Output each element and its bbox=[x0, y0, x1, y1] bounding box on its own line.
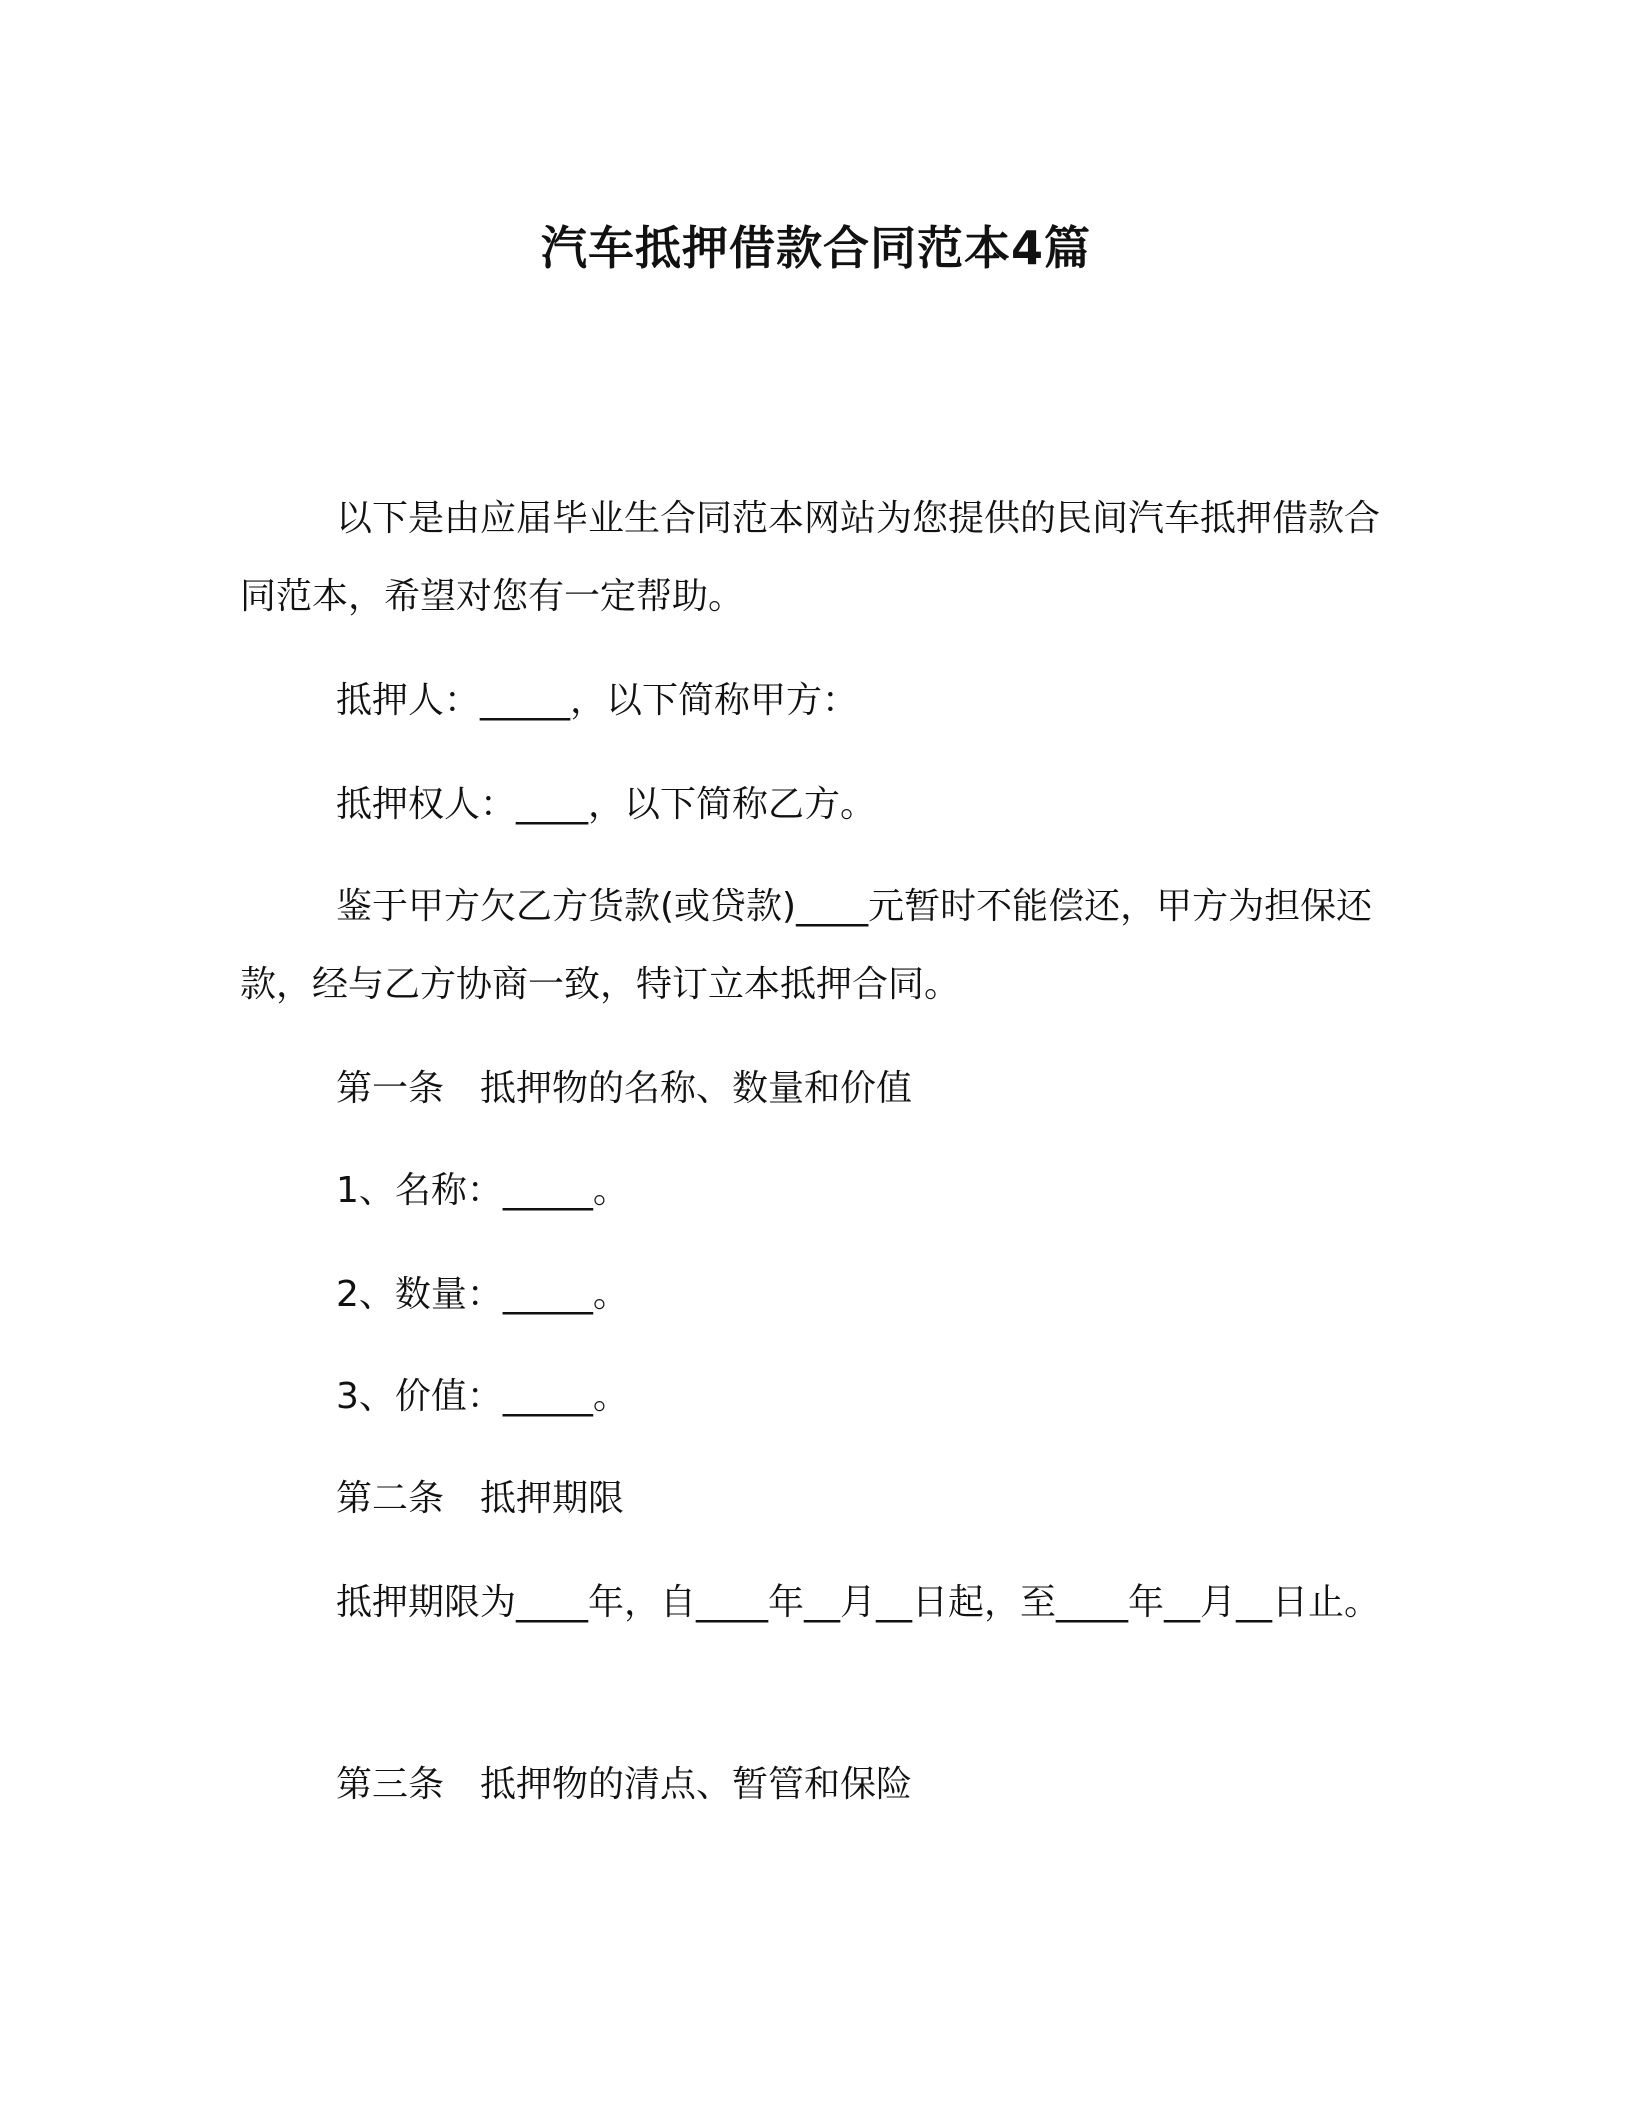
mortgagor-line: 抵押人：_____，以下简称甲方： bbox=[336, 680, 859, 721]
item-name-line: 1、名称：_____。 bbox=[336, 1170, 629, 1211]
mortgagee-line: 抵押权人：____，以下简称乙方。 bbox=[336, 784, 877, 825]
whereas-paragraph: 鉴于甲方欠乙方货款(或贷款)____元暂时不能偿还，甲方为担保还款，经与乙方协商一致，特订立本抵押合同。 bbox=[240, 886, 1373, 1005]
item-quantity-line: 2、数量：_____。 bbox=[336, 1274, 629, 1315]
intro-paragraph: 以下是由应届毕业生合同范本网站为您提供的民间汽车抵押借款合同范本，希望对您有一定帮助。 bbox=[240, 498, 1381, 617]
article-1-heading: 第一条 抵押物的名称、数量和价值 bbox=[336, 1068, 913, 1109]
article-3-heading: 第三条 抵押物的清点、暂管和保险 bbox=[336, 1764, 913, 1805]
item-value-line: 3、价值：_____。 bbox=[336, 1376, 629, 1417]
document-title: 汽车抵押借款合同范本4篇 bbox=[540, 221, 1091, 275]
term-paragraph: 抵押期限为____年，自____年__月__日起，至____年__月__日止。 bbox=[336, 1582, 1381, 1623]
article-2-heading: 第二条 抵押期限 bbox=[336, 1478, 625, 1519]
